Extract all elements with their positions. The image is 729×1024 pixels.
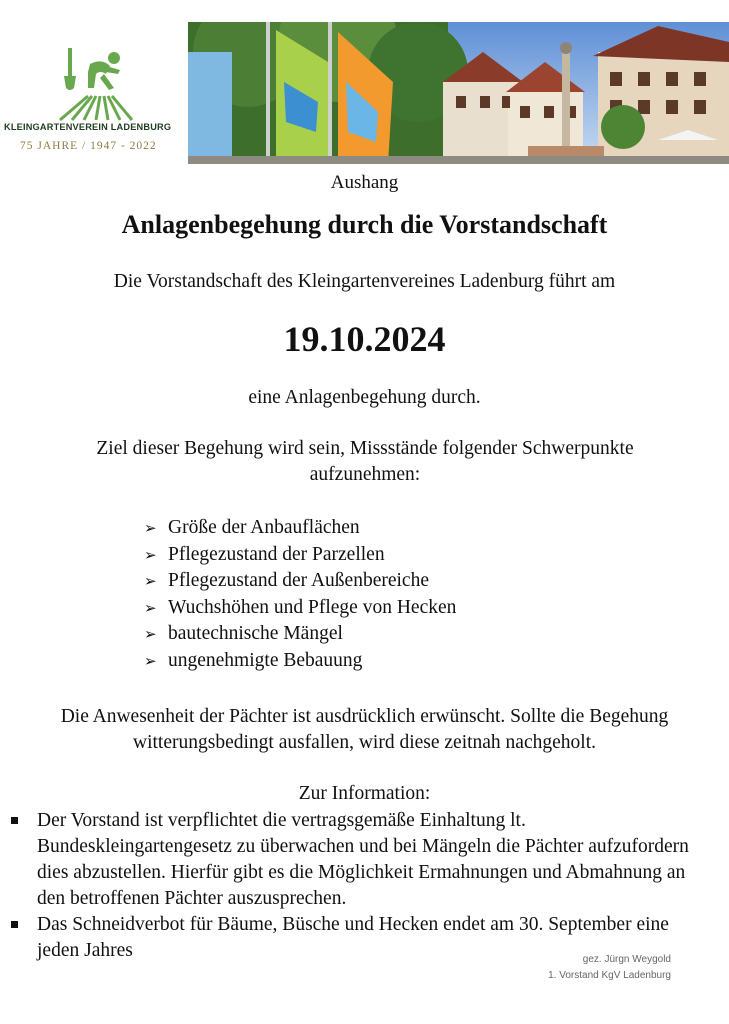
list-item: ➢ Größe der Anbauflächen — [144, 515, 456, 542]
town-square-photo — [188, 22, 729, 164]
arrow-bullet-icon: ➢ — [144, 598, 157, 617]
gardener-logo-icon — [54, 44, 134, 122]
arrow-bullet-icon: ➢ — [144, 519, 157, 537]
club-name: KLEINGARTENVEREIN LADENBURG — [4, 122, 172, 132]
arrow-bullet-icon: ➢ — [144, 572, 157, 590]
signature — [548, 952, 671, 984]
attendance-text: Die Anwesenheit der Pächter ist ausdrücklich erwünscht. Sollte die Begehung witterungsbedingt ausfallen, wird diese zeitnah nachgeholt. — [60, 706, 669, 753]
info-heading: Zur Information: — [298, 783, 431, 804]
square-bullet-icon — [11, 921, 18, 928]
arrow-bullet-icon: ➢ — [144, 651, 157, 670]
list-item: ➢ Pflegezustand der Außenbereiche — [144, 568, 456, 595]
signature-name: gez. Jürgn Weygold — [582, 954, 671, 965]
list-item: Das Schneidverbot für Bäume, Büsche und Hecken endet am 30. September eine jeden Jahres — [0, 912, 729, 964]
header-banner — [0, 0, 729, 166]
arrow-bullet-icon: ➢ — [144, 625, 157, 643]
list-item: Der Vorstand ist verpflichtet die vertragsgemäße Einhaltung lt. Bundeskleingartengesetz zu überwachen und bei Mängeln die Pächter aufzufordern dies abzustellen. Hierfür gibt es die Möglichkeit Ermahnungen und Abmahnung an den betroffenen Pächter auszusprechen. — [0, 808, 729, 912]
arrow-bullet-icon: ➢ — [144, 545, 157, 564]
notice-type: Aushang — [330, 172, 399, 193]
square-bullet-icon — [11, 817, 18, 824]
intro-end-text: eine Anlagenbegehung durch. — [248, 387, 481, 408]
anniversary-text: 75 JAHRE / 1947 - 2022 — [20, 140, 157, 152]
inspection-date: 19.10.2024 — [283, 319, 446, 359]
list-item: ➢ Wuchshöhen und Pflege von Hecken — [144, 595, 456, 622]
goal-text: Ziel dieser Begehung wird sein, Missstände folgender Schwerpunkte aufzunehmen: — [96, 438, 634, 485]
intro-text: Die Vorstandschaft des Kleingartenvereines Ladenburg führt am — [113, 271, 616, 292]
info-list — [0, 808, 729, 964]
list-item: ➢ ungenehmigte Bebauung — [144, 648, 456, 675]
list-item: ➢ Pflegezustand der Parzellen — [144, 542, 456, 569]
focus-points-list — [144, 515, 456, 674]
list-item: ➢ bautechnische Mängel — [144, 621, 456, 648]
signature-role: 1. Vorstand KgV Ladenburg — [548, 970, 671, 981]
club-logo — [0, 22, 188, 162]
notice-title: Anlagenbegehung durch die Vorstandschaft — [121, 210, 608, 239]
